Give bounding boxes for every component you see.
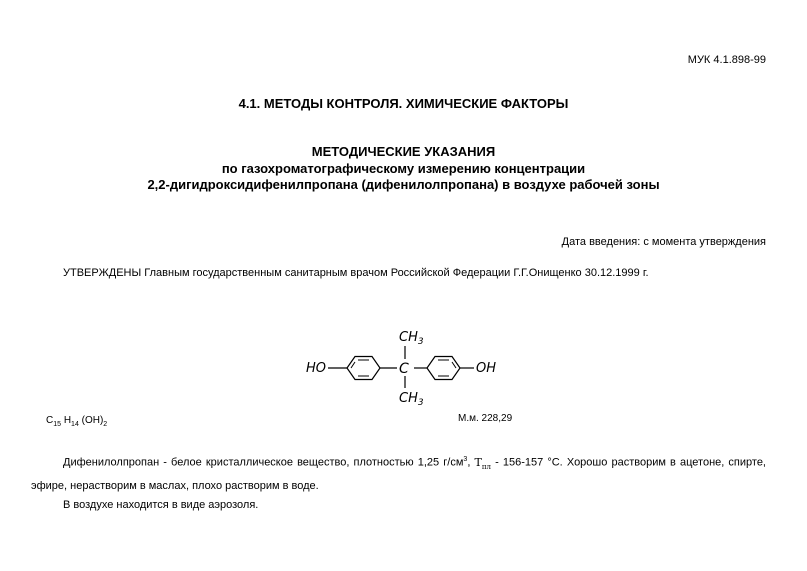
approval-statement: УТВЕРЖДЕНЫ Главным государственным санитарным врачом Российской Федерации Г.Г.Онищенко 30.12.1999 г. [63, 267, 649, 279]
document-code: МУК 4.1.898-99 [687, 54, 766, 66]
description-paragraph [31, 450, 766, 496]
ho-group-label: HO [306, 361, 327, 376]
introduction-date: Дата введения: с момента утверждения [561, 236, 766, 248]
left-benzene-ring [347, 357, 380, 380]
description-line-1: Дифенилолпропан - белое кристаллическое вещество, плотностью 1,25 $г/см^3$, $T_{пл} - 156-157$ °С. Хорошо растворим в ацетоне, спирте, [63, 455, 766, 471]
title-line-3: 2,2-дигидроксидифенилпропана (дифенилолпропана) в воздухе рабочей зоны [147, 177, 660, 192]
title-line-1: МЕТОДИЧЕСКИЕ УКАЗАНИЯ [311, 144, 496, 159]
central-carbon-label: C [399, 361, 409, 377]
methyl-top-label: $CH_3$ [399, 330, 424, 347]
oh-group-label: OH [476, 361, 497, 376]
right-benzene-ring [427, 357, 460, 380]
section-title: 4.1. МЕТОДЫ КОНТРОЛЯ. ХИМИЧЕСКИЕ ФАКТОРЫ [238, 96, 569, 111]
molecular-formula: $C_{15}$ $H_{14}$ $(OH)_2$ [46, 415, 108, 428]
methyl-bottom-label: $CH_3$ [399, 391, 424, 408]
melting-point-symbol: $T_{пл}$ [474, 455, 491, 471]
state-paragraph: В воздухе находится в виде аэрозоля. [63, 499, 259, 511]
description-line-2: эфире, нерастворим в маслах, плохо растворим в воде. [31, 479, 319, 492]
title-line-2: по газохроматографическому измерению концентрации [221, 160, 586, 176]
document-title [0, 144, 807, 194]
structural-formula [303, 326, 508, 408]
molar-mass: М.м. 228,29 [458, 413, 513, 424]
